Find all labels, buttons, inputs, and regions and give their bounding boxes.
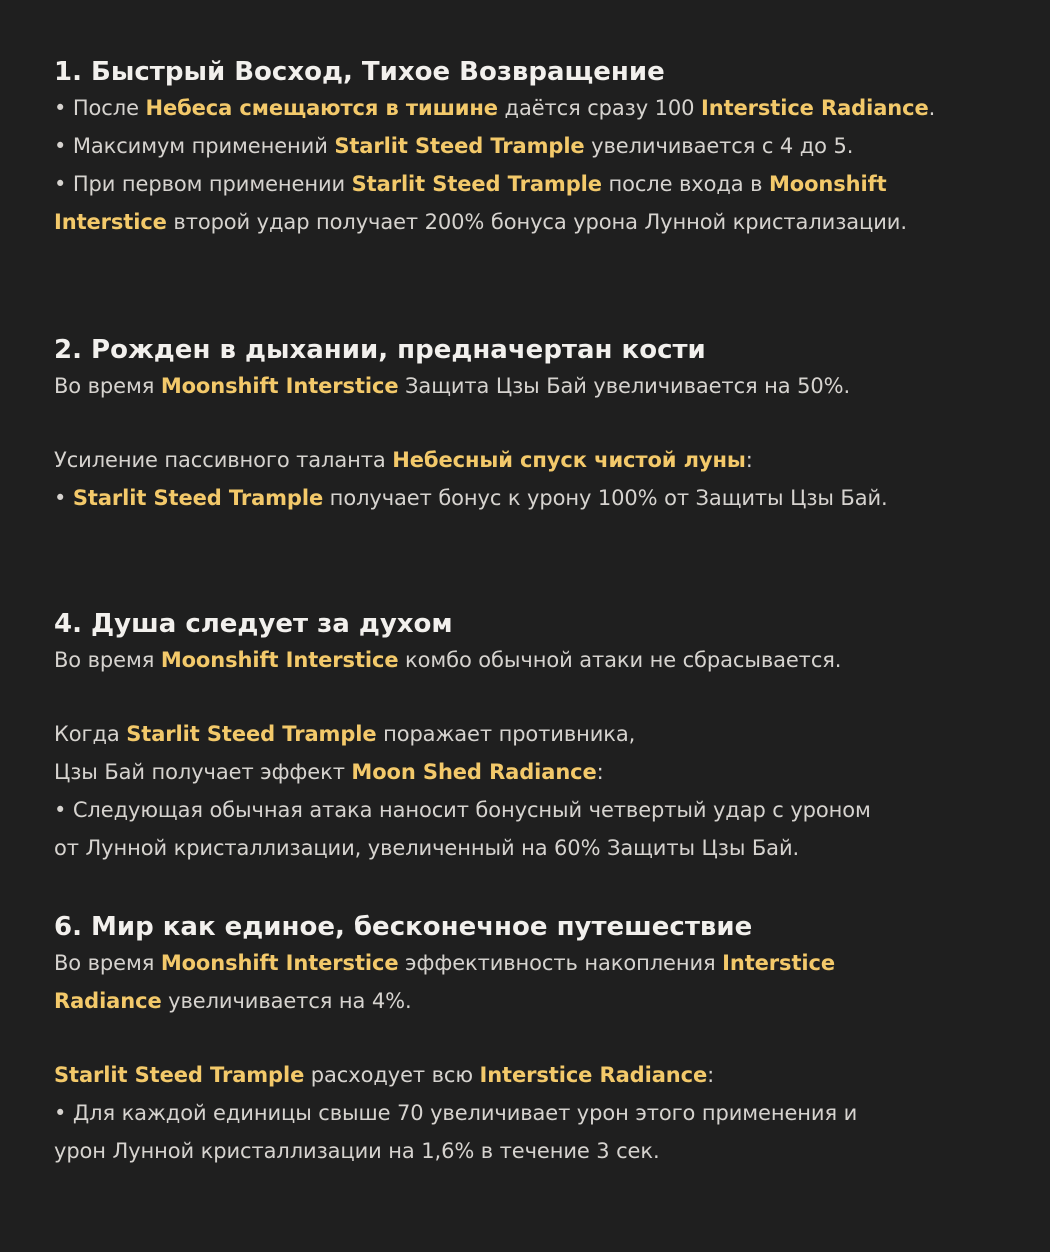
text-segment: • При первом применении bbox=[54, 172, 352, 196]
highlight-term: Interstice Radiance bbox=[479, 1063, 708, 1087]
text-line bbox=[54, 441, 994, 479]
text-segment: . bbox=[928, 96, 936, 120]
section-title: 2. Рожден в дыхании, предначертан кости bbox=[54, 335, 706, 365]
text-line bbox=[54, 641, 994, 679]
highlight-term: Небесный спуск чистой луны bbox=[392, 448, 746, 472]
section-title: 4. Душа следует за духом bbox=[54, 609, 453, 639]
text-segment: Во время bbox=[54, 374, 161, 398]
text-segment: • Максимум применений bbox=[54, 134, 335, 158]
text-segment: Усиление пассивного таланта bbox=[54, 448, 393, 472]
text-line bbox=[54, 829, 994, 867]
section-title: 6. Мир как единое, бесконечное путешествие bbox=[54, 912, 753, 942]
text-segment: урон Лунной кристаллизации на 1,6% в течение 3 сек. bbox=[54, 1139, 660, 1163]
highlight-term: Moonshift Interstice bbox=[160, 648, 399, 672]
highlight-term: Starlit Steed Trample bbox=[351, 172, 602, 196]
highlight-term: Interstice bbox=[722, 951, 835, 975]
text-segment: • bbox=[54, 486, 73, 510]
section-1 bbox=[54, 55, 994, 241]
highlight-term: Starlit Steed Trample bbox=[54, 1063, 305, 1087]
text-line bbox=[54, 127, 994, 165]
text-segment: увеличивается на 4%. bbox=[161, 989, 412, 1013]
highlight-term: Starlit Steed Trample bbox=[126, 722, 377, 746]
text-segment: Во время bbox=[54, 951, 161, 975]
text-segment: • После bbox=[54, 96, 146, 120]
highlight-term: Starlit Steed Trample bbox=[334, 134, 585, 158]
text-line bbox=[54, 753, 994, 791]
text-segment: : bbox=[707, 1063, 715, 1087]
highlight-term: Moonshift Interstice bbox=[160, 374, 399, 398]
text-line bbox=[54, 1056, 994, 1094]
text-segment: расходует всю bbox=[304, 1063, 480, 1087]
text-segment: второй удар получает 200% бонуса урона Лунной кристализации. bbox=[166, 210, 907, 234]
text-segment: : bbox=[596, 760, 604, 784]
block-gap bbox=[54, 405, 994, 441]
text-segment: Цзы Бай получает эффект bbox=[54, 760, 352, 784]
section-2 bbox=[54, 333, 994, 517]
text-line bbox=[54, 479, 994, 517]
highlight-term: Moonshift bbox=[768, 172, 887, 196]
text-segment: • Для каждой единицы свыше 70 увеличивает урон этого применения и bbox=[54, 1101, 858, 1125]
text-segment: эффективность накопления bbox=[398, 951, 723, 975]
text-line bbox=[54, 1132, 994, 1170]
text-line bbox=[54, 982, 994, 1020]
text-line bbox=[54, 944, 994, 982]
highlight-term: Небеса смещаются в тишине bbox=[145, 96, 498, 120]
highlight-term: Interstice bbox=[54, 210, 167, 234]
highlight-term: Starlit Steed Trample bbox=[72, 486, 324, 510]
text-segment: : bbox=[745, 448, 753, 472]
highlight-term: Interstice Radiance bbox=[701, 96, 929, 120]
highlight-term: Moon Shed Radiance bbox=[351, 760, 597, 784]
highlight-term: Radiance bbox=[54, 989, 162, 1013]
text-segment: даётся сразу 100 bbox=[497, 96, 701, 120]
text-segment: от Лунной кристаллизации, увеличенный на 60% Защиты Цзы Бай. bbox=[54, 836, 800, 860]
text-segment: Когда bbox=[54, 722, 127, 746]
section-title: 1. Быстрый Восход, Тихое Возвращение bbox=[54, 57, 665, 87]
text-line bbox=[54, 367, 994, 405]
text-line bbox=[54, 165, 994, 203]
text-segment: • Следующая обычная атака наносит бонусный четвертый удар с уроном bbox=[54, 798, 871, 822]
text-segment: поражает противника, bbox=[376, 722, 636, 746]
text-line bbox=[54, 791, 994, 829]
text-segment: увеличивается с 4 до 5. bbox=[584, 134, 854, 158]
highlight-term: Moonshift Interstice bbox=[160, 951, 399, 975]
text-line bbox=[54, 203, 994, 241]
block-gap bbox=[54, 679, 994, 715]
text-segment: Защита Цзы Бай увеличивается на 50%. bbox=[398, 374, 851, 398]
section-4 bbox=[54, 607, 994, 867]
text-line bbox=[54, 715, 994, 753]
text-segment: получает бонус к урону 100% от Защиты Цзы Бай. bbox=[323, 486, 888, 510]
section-6 bbox=[54, 910, 994, 1170]
block-gap bbox=[54, 1020, 994, 1056]
text-segment: Во время bbox=[54, 648, 161, 672]
text-line bbox=[54, 1094, 994, 1132]
text-segment: комбо обычной атаки не сбрасывается. bbox=[398, 648, 842, 672]
text-line bbox=[54, 89, 994, 127]
text-segment: после входа в bbox=[601, 172, 769, 196]
